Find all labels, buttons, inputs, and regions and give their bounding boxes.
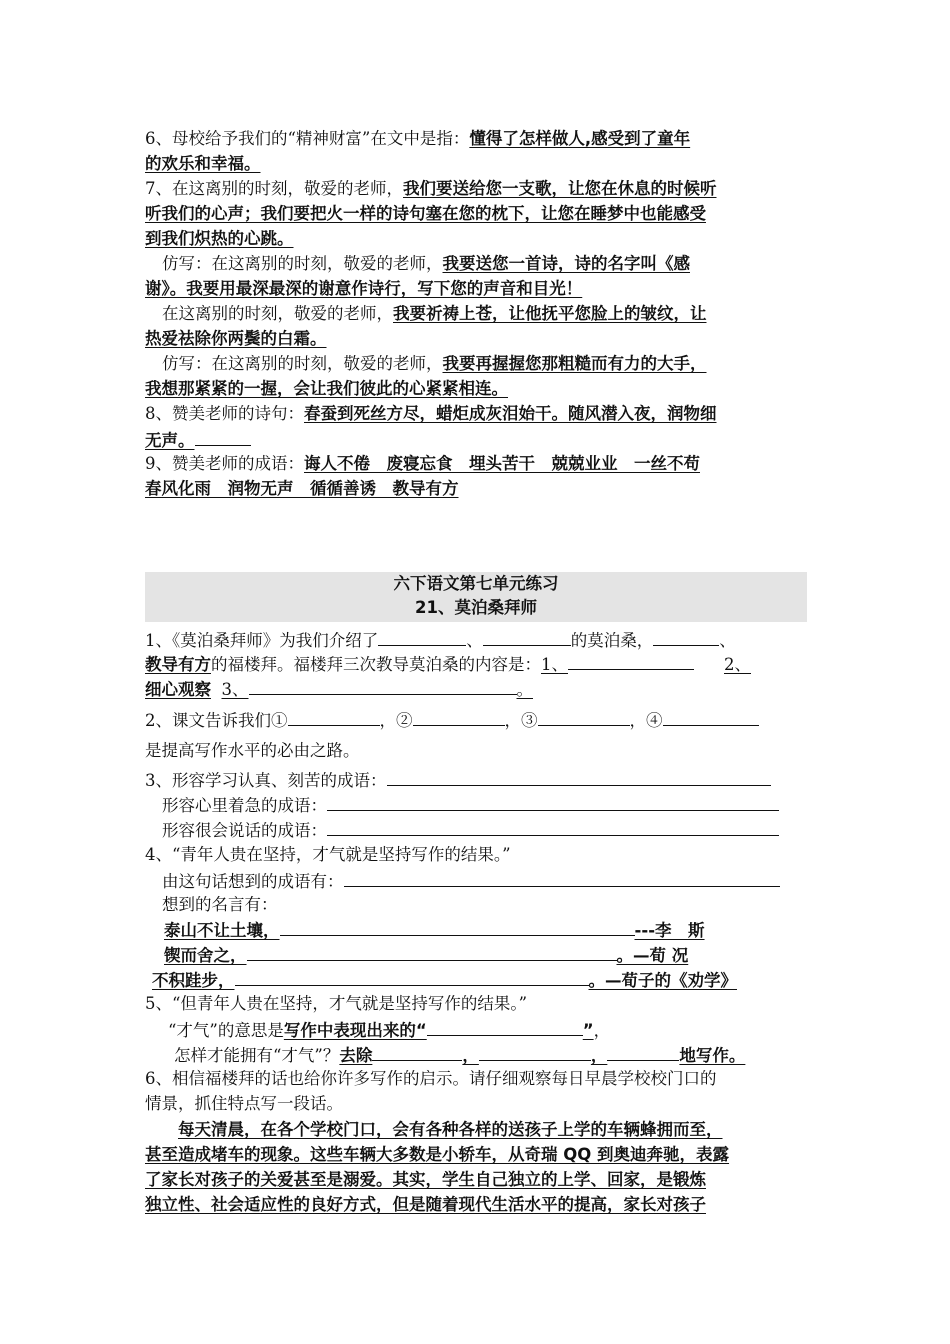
p2-q4-quote-3 bbox=[152, 967, 737, 993]
p2-q3-prompt-2: 形容心里着急的成语： bbox=[162, 796, 327, 815]
p2-q3-line-2 bbox=[162, 792, 779, 818]
essay-line-4: 独立性、社会适应性的良好方式，但是随着现代生活水平的提高，家长对孩子 bbox=[145, 1195, 706, 1214]
imitation-2 bbox=[162, 302, 707, 326]
p2-q3-prompt: 3、形容学习认真、刻苦的成语： bbox=[145, 771, 387, 790]
p2-q1-answer: 教导有方 bbox=[145, 655, 211, 674]
p2-q1-answer-2: 细心观察 bbox=[145, 680, 211, 699]
q8-answer-cont: 无声。 bbox=[145, 431, 195, 450]
q9-line bbox=[145, 452, 700, 476]
quote-3-text: 不积跬步， bbox=[152, 971, 235, 990]
p2-q5-comma: ， bbox=[593, 1021, 611, 1040]
p2-q1-line-2 bbox=[145, 651, 751, 677]
q7-answer: 我们要送给您一支歌，让您在休息的时候听 bbox=[403, 179, 717, 198]
quote-1-blank[interactable] bbox=[280, 917, 635, 936]
p2-q1-sep-2: 、 bbox=[719, 631, 736, 650]
p2-q2-line bbox=[145, 707, 759, 733]
essay-line-1: 每天清晨，在各个学校门口，会有各种各样的送孩子上学的车辆蜂拥而至， bbox=[178, 1120, 723, 1139]
q6-line bbox=[145, 127, 690, 151]
q8-prompt: 8、赞美老师的诗句： bbox=[145, 404, 304, 423]
quote-3-author: 。—荀子的《劝学》 bbox=[588, 971, 737, 990]
p2-q5-answer-start: 去除 bbox=[339, 1046, 373, 1065]
q7-answer-cont: 听我们的心声；我们要把火一样的诗句塞在您的枕下，让您在睡梦中也能感受 bbox=[145, 204, 706, 223]
imitation-2-prompt: 在这离别的时刻，敬爱的老师， bbox=[162, 304, 393, 323]
q9-prompt: 9、赞美老师的成语： bbox=[145, 454, 304, 473]
p2-q2-prompt: 2、课文告诉我们① bbox=[145, 711, 288, 730]
q7-line-2 bbox=[145, 202, 706, 226]
p2-q2-blank-4[interactable] bbox=[663, 707, 759, 726]
imitation-3 bbox=[162, 352, 707, 376]
p2-q2-c2: ，② bbox=[379, 711, 413, 730]
quote-2-blank[interactable] bbox=[247, 942, 617, 961]
q7-prompt: 7、在这离别的时刻，敬爱的老师， bbox=[145, 179, 403, 198]
imitation-2-answer: 我要祈祷上苍，让他抚平您脸上的皱纹，让 bbox=[393, 304, 707, 323]
p2-q6-line bbox=[145, 1067, 717, 1091]
p2-q5-quote-close: ” bbox=[582, 1021, 594, 1040]
p2-q1-prompt: 1、《莫泊桑拜师》为我们介绍了 bbox=[145, 631, 379, 650]
essay-line-3: 了家长对孩子的关爱甚至是溺爱。其实，学生自己独立的上学、回家，是锻炼 bbox=[145, 1170, 706, 1189]
q6-line-2 bbox=[145, 152, 261, 176]
q7-answer-end: 到我们炽热的心跳。 bbox=[145, 229, 294, 248]
p2-q5-line-3 bbox=[174, 1042, 745, 1068]
p2-q4-quote-2 bbox=[164, 942, 688, 968]
p2-q4-prompt-3: 想到的名言有： bbox=[162, 895, 278, 914]
p2-q6-prompt: 6、相信福楼拜的话也给你许多写作的启示。请仔细观察每日早晨学校校门口的 bbox=[145, 1069, 717, 1088]
p2-q5-meaning-answer: 写作中表现出来的“ bbox=[283, 1021, 427, 1040]
p2-q5-sep-2: ， bbox=[590, 1046, 608, 1065]
q6-answer-cont: 的欢乐和幸福。 bbox=[145, 154, 261, 173]
q6-prompt: 6、母校给予我们的“精神财富”在文中是指： bbox=[145, 129, 470, 148]
q8-line bbox=[145, 402, 717, 426]
imitation-1-answer: 我要送您一首诗，诗的名字叫《感 bbox=[442, 254, 690, 273]
p2-q3-line-3 bbox=[162, 817, 779, 843]
section-header bbox=[145, 572, 807, 622]
imitation-1-line-2 bbox=[145, 277, 582, 301]
p2-q5-how-prompt: 怎样才能拥有“才气”？ bbox=[174, 1046, 340, 1065]
p2-q4-quote-1 bbox=[164, 917, 705, 943]
p2-q1-item-1: 1、 bbox=[541, 655, 568, 674]
p2-q5-line bbox=[145, 992, 527, 1016]
imitation-2-line-2 bbox=[145, 327, 327, 351]
p2-q6-answer-3 bbox=[145, 1168, 706, 1192]
p2-q1-item-3: 3、 bbox=[221, 680, 249, 699]
p2-q1-line bbox=[145, 627, 736, 653]
imitation-3-answer: 我要再握握您那粗糙而有力的大手， bbox=[442, 354, 707, 373]
q8-blank bbox=[195, 427, 251, 446]
p2-q5-answer-end: 地写作。 bbox=[679, 1046, 746, 1065]
q9-line-2 bbox=[145, 477, 459, 501]
p2-q5-blank-1[interactable] bbox=[427, 1017, 583, 1036]
p2-q6-line-2 bbox=[145, 1092, 343, 1116]
p2-q2-text: 是提高写作水平的必由之路。 bbox=[145, 741, 360, 760]
p2-q2-line-2 bbox=[145, 739, 360, 763]
q8-answer: 春蚕到死丝方尽，蜡炬成灰泪始干。随风潜入夜，润物细 bbox=[304, 404, 717, 423]
p2-q4-line-2 bbox=[162, 868, 780, 894]
quote-1-author: ---李 斯 bbox=[634, 921, 705, 940]
p2-q5-blank-2[interactable] bbox=[372, 1042, 462, 1061]
p2-q6-answer-2 bbox=[145, 1143, 729, 1167]
p2-q5-line-2 bbox=[168, 1017, 610, 1043]
p2-q2-blank-1[interactable] bbox=[288, 707, 380, 726]
p2-q1-blank-4[interactable] bbox=[568, 651, 694, 670]
p2-q6-answer-1 bbox=[150, 1118, 723, 1142]
imitation-2-answer-cont: 热爱祛除你两鬓的白霜。 bbox=[145, 329, 327, 348]
p2-q1-blank-5[interactable] bbox=[249, 676, 517, 695]
imitation-3-line-2 bbox=[145, 377, 508, 401]
p2-q1-sep: 、 bbox=[466, 631, 483, 650]
p2-q3-prompt-3: 形容很会说话的成语： bbox=[162, 821, 327, 840]
p2-q6-prompt-2: 情景，抓住特点写一段话。 bbox=[145, 1094, 343, 1113]
imitation-3-answer-cont: 我想那紧紧的一握，会让我们彼此的心紧紧相连。 bbox=[145, 379, 508, 398]
section-title: 六下语文第七单元练习 bbox=[393, 574, 559, 593]
p2-q4-blank[interactable] bbox=[344, 868, 780, 887]
p2-q3-blank-2[interactable] bbox=[327, 792, 779, 811]
p2-q2-c4: ，④ bbox=[629, 711, 663, 730]
p2-q3-blank-1[interactable] bbox=[387, 767, 771, 786]
quote-2-text: 锲而舍之， bbox=[164, 946, 247, 965]
p2-q1-text: 的莫泊桑， bbox=[570, 631, 654, 650]
essay-line-2: 甚至造成堵车的现象。这些车辆大多数是小轿车，从奇瑞 QQ 到奥迪奔驰，表露 bbox=[145, 1145, 730, 1164]
p2-q2-blank-3[interactable] bbox=[538, 707, 630, 726]
p2-q2-c3: ，③ bbox=[504, 711, 538, 730]
imitation-1-answer-cont: 谢》。我要用最深最深的谢意作诗行，写下您的声音和目光！ bbox=[145, 279, 583, 298]
p2-q4-prompt: 4、“青年人贵在坚持，才气就是坚持写作的结果。” bbox=[145, 845, 511, 864]
p2-q5-blank-4[interactable] bbox=[607, 1042, 679, 1061]
p2-q4-prompt-2: 由这句话想到的成语有： bbox=[162, 872, 344, 891]
p2-q3-line bbox=[145, 767, 771, 793]
p2-q5-meaning-prompt: “才气”的意思是 bbox=[168, 1021, 284, 1040]
p2-q1-text-2: 的福楼拜。福楼拜三次教导莫泊桑的内容是： bbox=[211, 655, 541, 674]
p2-q1-blank-2[interactable] bbox=[483, 627, 571, 646]
imitation-1-prompt: 仿写：在这离别的时刻，敬爱的老师， bbox=[162, 254, 443, 273]
lesson-title: 21、莫泊桑拜师 bbox=[415, 598, 537, 617]
q9-answer: 诲人不倦 废寝忘食 埋头苦干 兢兢业业 一丝不苟 bbox=[304, 454, 700, 473]
p2-q6-answer-4 bbox=[145, 1193, 706, 1217]
p2-q1-item-2: 2、 bbox=[724, 655, 751, 674]
p2-q5-blank-3[interactable] bbox=[479, 1042, 591, 1061]
p2-q1-end: 。 bbox=[516, 680, 533, 699]
quote-3-blank[interactable] bbox=[235, 967, 589, 986]
q6-answer: 懂得了怎样做人,感受到了童年 bbox=[469, 129, 691, 148]
p2-q1-line-3 bbox=[145, 676, 533, 702]
imitation-1 bbox=[162, 252, 690, 276]
p2-q2-blank-2[interactable] bbox=[413, 707, 505, 726]
p2-q4-line-3 bbox=[162, 893, 278, 917]
p2-q5-prompt: 5、“但青年人贵在坚持，才气就是坚持写作的结果。” bbox=[145, 994, 528, 1013]
q8-line-2 bbox=[145, 427, 251, 453]
p2-q4-line bbox=[145, 843, 511, 867]
q7-line bbox=[145, 177, 717, 201]
q7-line-3 bbox=[145, 227, 294, 251]
quote-2-author: 。—荀 况 bbox=[616, 946, 689, 965]
p2-q5-sep-1: ， bbox=[462, 1046, 479, 1065]
imitation-3-prompt: 仿写：在这离别的时刻，敬爱的老师， bbox=[162, 354, 443, 373]
p2-q1-blank-1[interactable] bbox=[378, 627, 466, 646]
p2-q1-blank-3[interactable] bbox=[653, 627, 719, 646]
quote-1-text: 泰山不让土壤， bbox=[164, 921, 280, 940]
p2-q3-blank-3[interactable] bbox=[327, 817, 779, 836]
q9-answer-cont: 春风化雨 润物无声 循循善诱 教导有方 bbox=[145, 479, 459, 498]
